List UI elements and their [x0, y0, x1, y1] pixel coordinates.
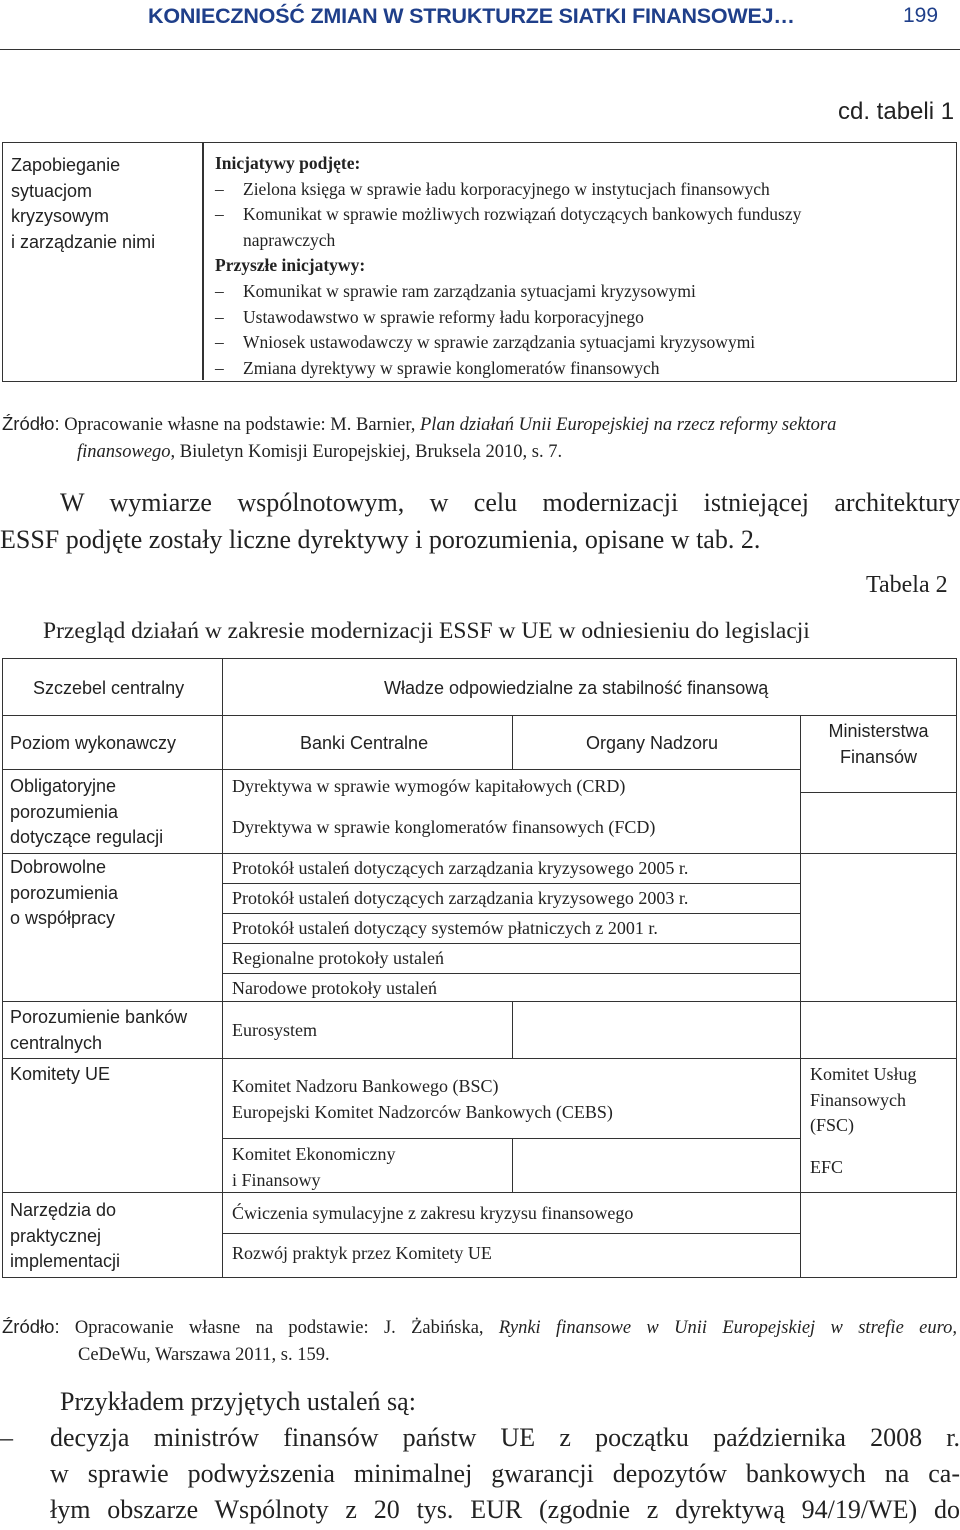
rule — [222, 1233, 800, 1234]
header-central-level: Szczebel centralny — [33, 678, 185, 698]
list-item-text: w sprawie podwyższenia minimalnej gwarancji depozytów bankowych na ca- — [50, 1459, 960, 1488]
source-text: Opracowanie własne na podstawie: J. Żabińska, — [59, 1318, 499, 1338]
source-title: Plan działań Unii Europejskiej na rzecz reformy sektora — [420, 415, 837, 435]
dash: – — [0, 1423, 13, 1452]
rule — [2, 853, 800, 854]
initiative-item — [215, 177, 955, 203]
initiative-text: Zmiana dyrektywy w sprawie konglomeratów finansowych — [243, 357, 660, 378]
cell-line: centralnych — [10, 1032, 103, 1053]
row-implementation-tools — [10, 1198, 120, 1275]
cell-crd: Dyrektywa w sprawie wymogów kapitałowych (CRD) — [232, 776, 626, 796]
cell-line: o współpracy — [10, 908, 116, 928]
dash: – — [215, 357, 224, 378]
cell-line: (FSC) — [810, 1115, 855, 1135]
initiative-text: Komunikat w sprawie możliwych rozwiązań dotyczących bankowych funduszy — [243, 204, 802, 225]
row-mandatory-agreements — [10, 774, 163, 851]
initiative-text: Wniosek ustawodawczy w sprawie zarządzania sytuacjami kryzysowymi — [243, 332, 756, 353]
row-eu-committees: Komitety UE — [10, 1064, 111, 1084]
initiatives-taken-heading: Inicjatywy podjęte: — [215, 153, 361, 173]
rule — [222, 658, 223, 1278]
source-note-2 — [2, 1313, 957, 1369]
cell-line: porozumienia — [10, 882, 119, 903]
cell-efc-full — [232, 1142, 395, 1193]
rule — [222, 1138, 800, 1139]
rule — [512, 1138, 513, 1192]
initiative-item — [215, 202, 955, 228]
rule — [512, 715, 513, 769]
header-authorities: Władze odpowiedzialne za stabilność finansową — [384, 678, 769, 698]
cell-line: Ministerstwa — [828, 721, 929, 741]
left-cell-line: sytuacjom — [11, 180, 93, 201]
cell-practices: Rozwój praktyk przez Komitety UE — [232, 1243, 492, 1263]
future-initiative-item — [215, 330, 955, 356]
left-cell-line: kryzysowym — [11, 206, 109, 227]
table-continuation-label: cd. tabeli 1 — [838, 98, 955, 125]
table2-title: Przegląd działań w zakresie modernizacji ESSF w UE w odniesieniu do legislacji — [43, 618, 810, 644]
paragraph-intro: Przykładem przyjętych ustaleń są: — [60, 1387, 416, 1416]
table2 — [2, 658, 957, 1278]
header-supervisors: Organy Nadzoru — [586, 733, 719, 753]
future-initiative-item — [215, 356, 955, 382]
left-cell-line: Zapobieganie — [11, 155, 121, 175]
row-voluntary-agreements — [10, 855, 118, 932]
initiative-text: Ustawodawstwo w sprawie reformy ładu korporacyjnego — [243, 306, 644, 327]
source-title: Rynki finansowe w Unii Europejskiej w strefie euro, — [498, 1318, 957, 1338]
cell-mou-2001: Protokół ustaleń dotyczący systemów płatniczych z 2001 r. — [232, 918, 658, 938]
rule — [800, 1192, 957, 1193]
cell-line: praktycznej — [10, 1225, 102, 1246]
rule — [800, 792, 957, 793]
header-central-banks: Banki Centralne — [300, 733, 429, 753]
cell-line: i Finansowy — [232, 1169, 321, 1190]
cell-line: Porozumienie banków — [10, 1007, 188, 1027]
cell-line: Finansów — [839, 746, 918, 767]
header-rule — [0, 49, 960, 50]
table1-left-cell — [11, 153, 201, 255]
cell-line: Narzędzia do — [10, 1200, 117, 1220]
cell-line: implementacji — [10, 1251, 121, 1271]
rule — [512, 1001, 513, 1058]
row-central-bank-agreement — [10, 1005, 187, 1056]
rule — [2, 1192, 800, 1193]
cell-simulation: Ćwiczenia symulacyjne z zakresu kryzysu finansowego — [232, 1203, 634, 1223]
dash: – — [215, 178, 224, 199]
source-prefix: Źródło: — [2, 1316, 60, 1337]
source-note-1 — [2, 410, 957, 466]
list-item-text: łym obszarze Wspólnoty z 20 tys. EUR (zgodnie z dyrektywą 94/19/WE) do — [50, 1495, 960, 1524]
header-executive-level: Poziom wykonawczy — [10, 733, 177, 753]
cell-line: Finansowych — [810, 1089, 906, 1110]
source-text: , Biuletyn Komisji Europejskiej, Bruksela 2010, s. 7. — [170, 442, 563, 462]
cell-fcd: Dyrektywa w sprawie konglomeratów finansowych (FCD) — [232, 817, 656, 837]
source-text: Opracowanie własne na podstawie: M. Barnier, — [59, 415, 420, 435]
initiative-item-continuation — [215, 228, 955, 254]
table1-divider — [202, 143, 204, 380]
rule — [222, 943, 800, 944]
initiative-text: naprawczych — [243, 229, 336, 250]
cell-line: Obligatoryjne — [10, 776, 117, 796]
rule — [2, 715, 957, 716]
header-ministry — [801, 719, 956, 770]
future-initiative-item — [215, 305, 955, 331]
body-paragraph-2 — [0, 1384, 960, 1528]
initiative-text: Zielona księga w sprawie ładu korporacyjnego w instytucjach finansowych — [243, 178, 770, 199]
list-item-text: decyzja ministrów finansów państw UE z początku października 2008 r. — [50, 1423, 960, 1452]
table2-label: Tabela 2 — [866, 572, 948, 598]
source-text: CeDeWu, Warszawa 2011, s. 159. — [78, 1345, 330, 1365]
paragraph-line: W wymiarze wspólnotowym, w celu modernizacji istniejącej architektury — [60, 488, 960, 517]
list-item-continuation — [0, 1456, 960, 1492]
rule — [222, 883, 800, 884]
table1-right-cell — [215, 151, 955, 381]
body-paragraph-1 — [0, 484, 960, 558]
rule — [2, 1001, 957, 1002]
rule — [222, 973, 800, 974]
rule — [800, 715, 801, 1278]
future-initiatives-heading: Przyszłe inicjatywy: — [215, 255, 366, 276]
cell-line: Komitet Usług — [810, 1064, 917, 1084]
rule — [2, 1058, 957, 1059]
table1-continuation — [2, 142, 957, 382]
paragraph-line: ESSF podjęte zostały liczne dyrektywy i porozumienia, opisane w tab. 2. — [0, 525, 761, 554]
cell-mou-2003: Protokół ustaleń dotyczących zarządzania kryzysowego 2003 r. — [232, 888, 689, 908]
rule — [222, 913, 800, 914]
cell-mou-2005: Protokół ustaleń dotyczących zarządzania kryzysowego 2005 r. — [232, 858, 689, 878]
cell-fsc — [810, 1062, 917, 1139]
cell-line: Dobrowolne — [10, 857, 107, 877]
left-cell-line: i zarządzanie nimi — [11, 231, 156, 252]
initiative-text: Komunikat w sprawie ram zarządzania sytuacjami kryzysowymi — [243, 280, 696, 301]
list-item — [0, 1420, 960, 1456]
cell-efc: EFC — [810, 1157, 844, 1177]
running-header-title: KONIECZNOŚĆ ZMIAN W STRUKTURZE SIATKI FINANSOWEJ… — [148, 4, 795, 28]
page-number: 199 — [903, 4, 939, 27]
rule — [2, 769, 800, 770]
source-title: finansowego — [77, 442, 171, 462]
cell-line: dotyczące regulacji — [10, 827, 164, 847]
cell-regional-mou: Regionalne protokoły ustaleń — [232, 948, 444, 968]
cell-line: porozumienia — [10, 801, 119, 822]
list-item-continuation — [0, 1492, 960, 1528]
cell-committees — [232, 1074, 613, 1125]
cell-line: Komitet Nadzoru Bankowego (BSC) — [232, 1076, 499, 1096]
future-initiative-item — [215, 279, 955, 305]
cell-eurosystem: Eurosystem — [232, 1020, 317, 1040]
dash: – — [215, 280, 224, 301]
dash: – — [215, 306, 224, 327]
cell-national-mou: Narodowe protokoły ustaleń — [232, 978, 437, 998]
rule — [800, 853, 957, 854]
dash: – — [215, 204, 224, 225]
cell-line: Komitet Ekonomiczny — [232, 1144, 396, 1164]
cell-line: Europejski Komitet Nadzorców Bankowych (CEBS) — [232, 1101, 613, 1122]
dash: – — [215, 332, 224, 353]
source-prefix: Źródło: — [2, 413, 60, 434]
